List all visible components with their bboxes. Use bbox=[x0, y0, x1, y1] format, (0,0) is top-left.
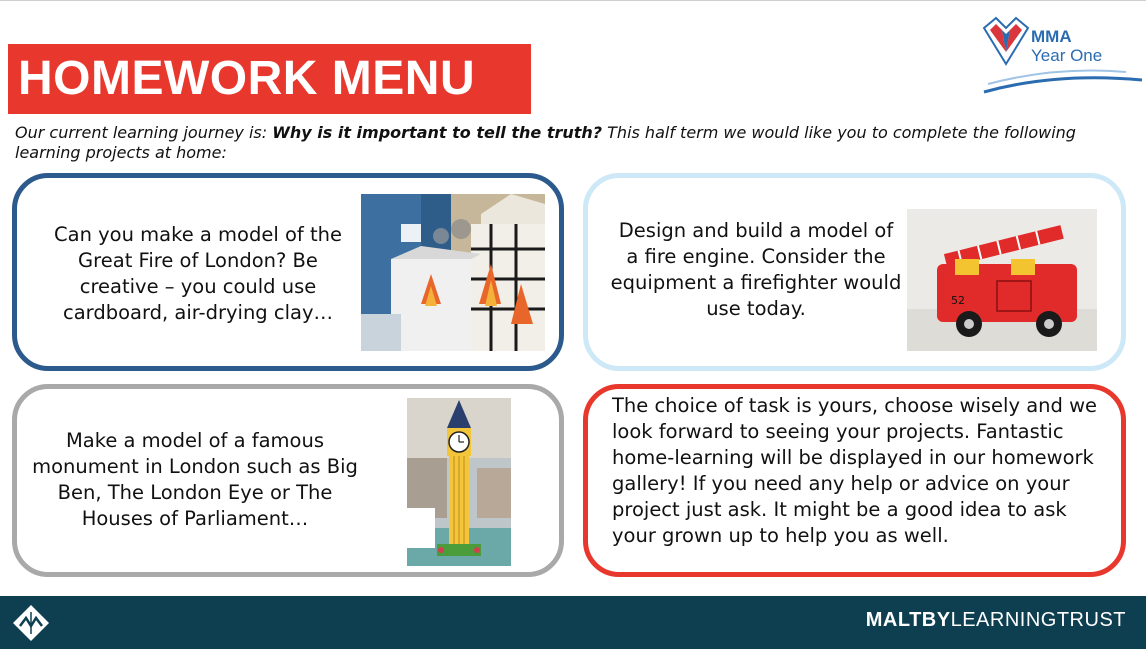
monument-task-text: Make a model of a famous monument in London such as Big Ben, The London Eye or The Houses of Parliament… bbox=[32, 429, 358, 530]
choice-message-text: The choice of task is yours, choose wisely and we look forward to seeing your projects. Fantastic home-learning will be displayed in our homework gallery! If you need any help or advice on your project just ask. It might be a good idea to ask your grown up to help you as well. bbox=[612, 394, 1098, 547]
logo-year-text: Year One bbox=[1031, 46, 1103, 65]
logo-mma-text: MMA bbox=[1031, 27, 1072, 46]
footer-brand bbox=[866, 609, 1126, 632]
fire-engine-model-photo bbox=[907, 209, 1097, 351]
fire-engine-number: 52 bbox=[951, 294, 965, 307]
big-ben-model-photo bbox=[407, 398, 511, 566]
maltby-trust-icon bbox=[12, 604, 50, 642]
great-fire-task-text: Can you make a model of the Great Fire of London? Be creative – you could use cardboard, air-drying clay… bbox=[54, 223, 342, 324]
brand-bold: MALTBY bbox=[865, 609, 951, 631]
intro-text bbox=[15, 123, 1115, 163]
brand-regular: LEARNINGTRUST bbox=[950, 609, 1126, 631]
intro-question: Why is it important to tell the truth? bbox=[272, 123, 603, 142]
great-fire-of-london-model-photo bbox=[361, 194, 545, 351]
intro-prefix: Our current learning journey is: bbox=[15, 123, 273, 142]
fire-engine-task-text: Design and build a model of a fire engine. Consider the equipment a firefighter would use today. bbox=[610, 219, 902, 320]
intro-suffix: This half term we would like you to complete the following learning projects at home: bbox=[15, 123, 1076, 162]
top-divider bbox=[0, 0, 1146, 1]
page-title: HOMEWORK MENU bbox=[8, 44, 531, 114]
